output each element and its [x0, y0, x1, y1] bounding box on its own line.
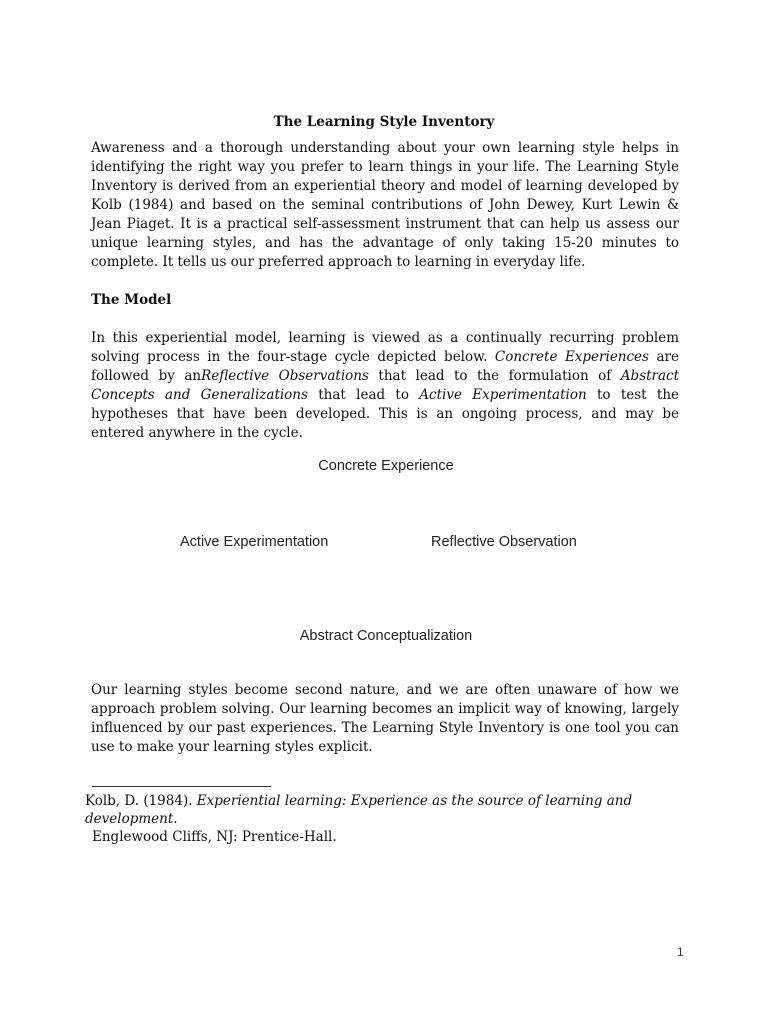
cycle-label-active-experimentation: Active Experimentation — [180, 534, 329, 550]
model-text-part4: that lead to — [307, 387, 420, 403]
reference-citation — [85, 792, 685, 846]
cycle-label-concrete-experience: Concrete Experience — [318, 458, 454, 474]
model-heading: The Model — [91, 292, 172, 308]
model-paragraph — [91, 329, 679, 443]
term-abstract-concepts: Abstract Concepts and Generalizations — [91, 368, 680, 403]
reference-title-period: . — [173, 811, 178, 827]
term-concrete-experiences: Concrete Experiences — [494, 349, 649, 365]
reference-author: Kolb, D. (1984). — [85, 793, 197, 809]
cycle-label-reflective-observation: Reflective Observation — [431, 534, 577, 550]
term-active-experimentation: Active Experimentation — [419, 387, 587, 403]
closing-paragraph: Our learning styles become second nature, and we are often unaware of how we approach problem solving. Our learning becomes an implicit way of knowing, largely influenced by our past experiences. The Learning Style Inventory is one tool you can use to make your learning styles explicit. — [91, 682, 679, 755]
intro-paragraph: Awareness and a thorough understanding about your own learning style helps in identifying the right way you prefer to learn things in your life. The Learning Style Inventory is derived from an experiential theory and model of learning developed by Kolb (1984) and based on the seminal contributions of John Dewey, Kurt Lewin & Jean Piaget. It is a practical self-assessment instrument that can help us assess our unique learning styles, and has the advantage of only taking 15-20 minutes to complete. It tells us our preferred approach to learning in everyday life. — [91, 140, 679, 270]
cycle-label-abstract-conceptualization: Abstract Conceptualization — [299, 628, 473, 644]
model-text-part1: In this experiential model, learning is viewed as a continually recurring problem solving process in the four-stage cycle depicted below. — [91, 330, 679, 365]
model-text-part3: that lead to the formulation of — [368, 368, 621, 384]
model-text-part2: are followed by an — [91, 349, 679, 384]
footnote-divider — [92, 786, 271, 787]
model-text-part5: to test the hypotheses that have been developed. This is an ongoing process, and may be entered anywhere in the cycle. — [91, 387, 680, 441]
document-title: The Learning Style Inventory — [273, 114, 495, 130]
term-reflective-observations: Reflective Observations — [201, 368, 369, 384]
page-number: 1 — [677, 945, 684, 959]
reference-book-title: Experiential learning: Experience as the source of learning and development — [85, 793, 633, 827]
reference-publisher: Englewood Cliffs, NJ: Prentice-Hall. — [92, 829, 337, 845]
